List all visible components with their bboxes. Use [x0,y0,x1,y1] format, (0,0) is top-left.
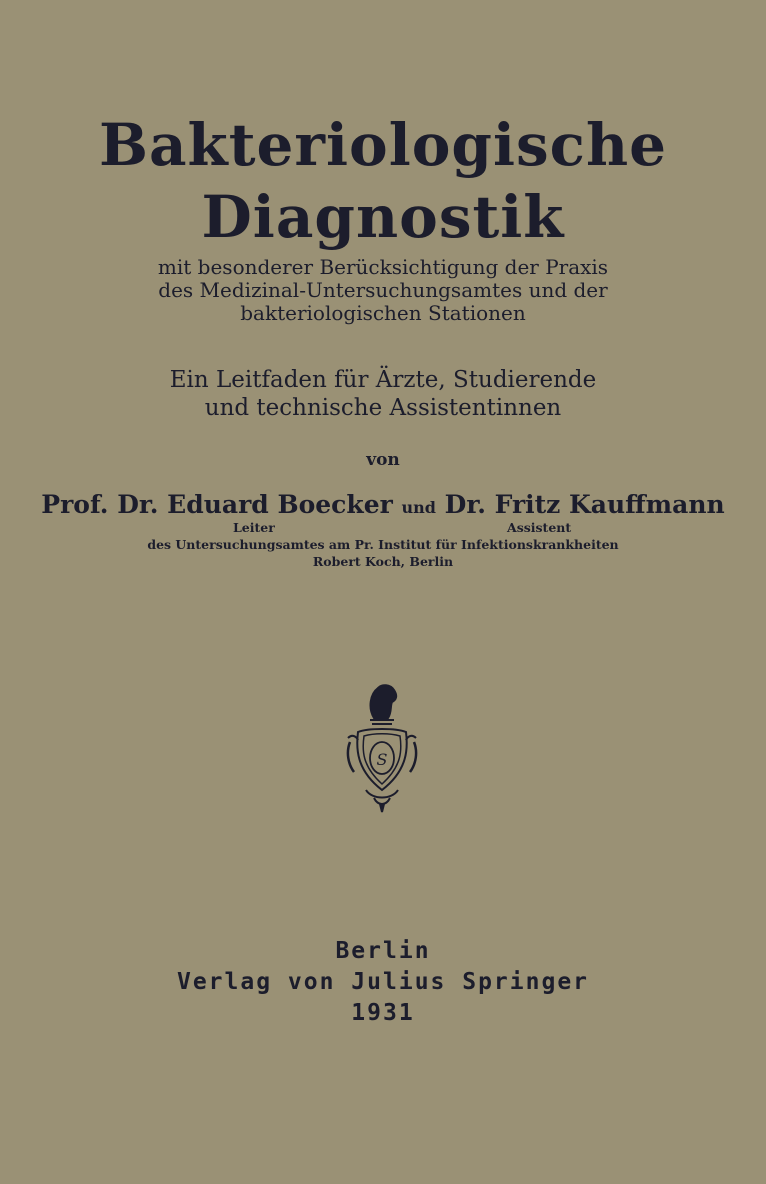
lead-text [0,366,766,422]
title-line-1: Bakteriologische [98,111,668,179]
book-title [0,112,766,250]
authors-and: und [401,498,436,517]
imprint [0,936,766,1029]
author-2: Dr. Fritz Kauffmann [444,490,725,519]
subtitle-line-3: bakteriologischen Stationen [240,301,526,325]
subtitle-line-1: mit besonderer Berücksichtigung der Praxis [157,255,609,279]
title-line-2: Diagnostik [201,183,565,251]
affiliation-line-1: des Untersuchungsamtes am Pr. Institut für Infektionskrankheiten [147,537,619,552]
author-2-role: Assistent [507,520,572,535]
author-1: Prof. Dr. Eduard Boecker [41,490,393,519]
lead-line-1: Ein Leitfaden für Ärzte, Studierende [169,367,597,393]
affiliation [0,536,766,570]
svg-text:S: S [376,750,388,769]
subtitle [0,256,766,325]
by-label: von [366,450,400,470]
imprint-publisher: Verlag von Julius Springer [176,969,590,995]
author-1-role: Leiter [233,520,275,535]
imprint-year: 1931 [351,1000,415,1026]
imprint-city: Berlin [335,938,431,964]
affiliation-line-2: Robert Koch, Berlin [312,554,454,569]
authors [0,490,766,519]
springer-knight-logo-icon [344,678,420,814]
lead-line-2: und technische Assistentinnen [204,395,562,421]
subtitle-line-2: des Medizinal-Untersuchungsamtes und der [158,278,608,302]
